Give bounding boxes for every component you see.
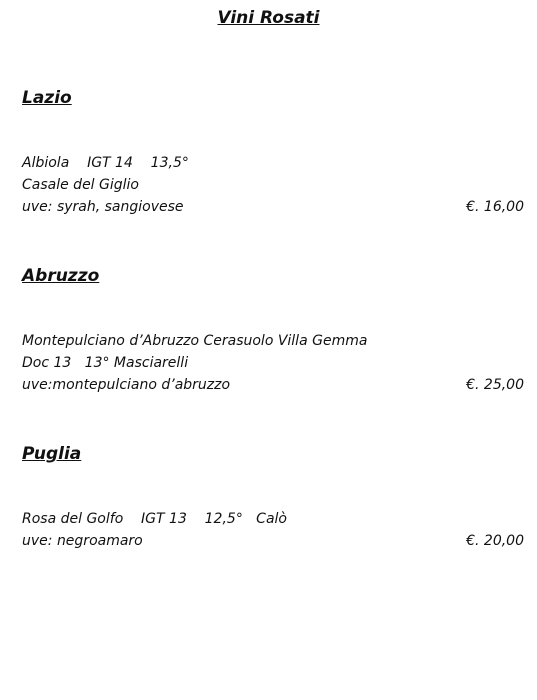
wine-price: €. 16,00 [466,199,524,215]
section-lazio [22,88,524,218]
wine-name-line: Montepulciano d’Abruzzo Cerasuolo Villa Gemma [22,333,368,349]
producer-line: Casale del Giglio [22,177,139,193]
wine-price: €. 20,00 [466,533,524,549]
grapes-line: uve: syrah, sangiovese [22,199,184,215]
section-puglia [22,444,524,552]
wine-entry [22,152,524,218]
wine-name-line: Albiola IGT 14 13,5° [22,155,189,171]
wine-entry [22,508,524,552]
page-title: Vini Rosati [217,8,320,28]
section-abruzzo [22,266,524,396]
grapes-line: uve: negroamaro [22,533,143,549]
region-heading: Puglia [22,444,82,464]
wine-name-line: Rosa del Golfo IGT 13 12,5° Calò [22,511,287,527]
region-heading: Abruzzo [22,266,100,286]
region-heading: Lazio [22,88,72,108]
wine-price: €. 25,00 [466,377,524,393]
grapes-line: uve:montepulciano d’abruzzo [22,377,231,393]
producer-line: Doc 13 13° Masciarelli [22,355,189,371]
wine-entry [22,330,524,396]
